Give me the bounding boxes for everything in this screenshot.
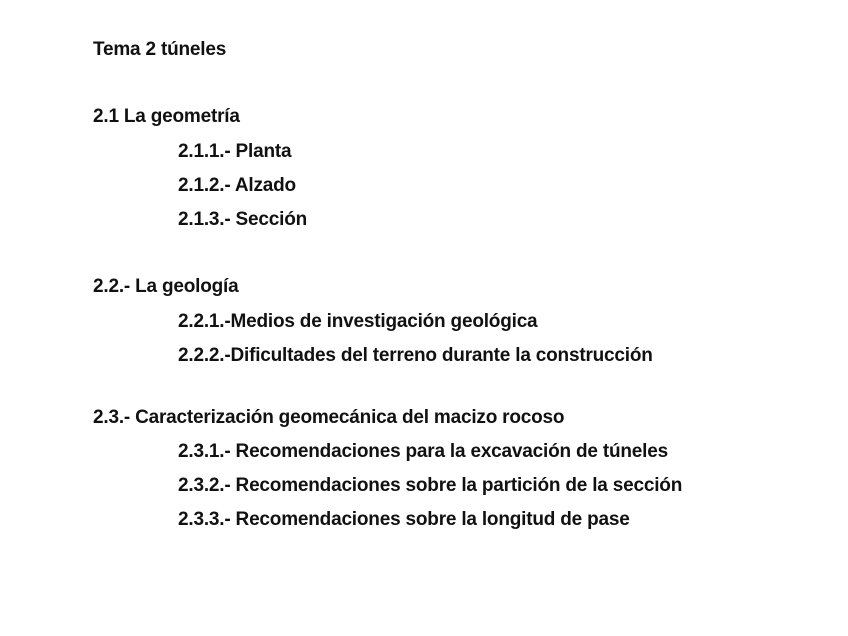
subsection-planta: 2.1.1.- Planta bbox=[178, 141, 292, 162]
subsection-excavacion-tuneles: 2.3.1.- Recomendaciones para la excavación de túneles bbox=[178, 441, 668, 462]
section-heading-geologia: 2.2.- La geología bbox=[93, 276, 239, 297]
subsection-longitud-pase: 2.3.3.- Recomendaciones sobre la longitud de pase bbox=[178, 509, 630, 530]
document-title: Tema 2 túneles bbox=[93, 39, 227, 60]
subsection-alzado: 2.1.2.- Alzado bbox=[178, 175, 296, 196]
subsection-dificultades-terreno: 2.2.2.-Dificultades del terreno durante la construcción bbox=[178, 345, 653, 366]
section-heading-caracterizacion: 2.3.- Caracterización geomecánica del macizo rocoso bbox=[93, 407, 565, 428]
subsection-seccion: 2.1.3.- Sección bbox=[178, 209, 308, 230]
subsection-medios-investigacion: 2.2.1.-Medios de investigación geológica bbox=[178, 311, 538, 332]
subsection-particion-seccion: 2.3.2.- Recomendaciones sobre la partición de la sección bbox=[178, 475, 683, 496]
section-heading-geometria: 2.1 La geometría bbox=[93, 106, 240, 127]
